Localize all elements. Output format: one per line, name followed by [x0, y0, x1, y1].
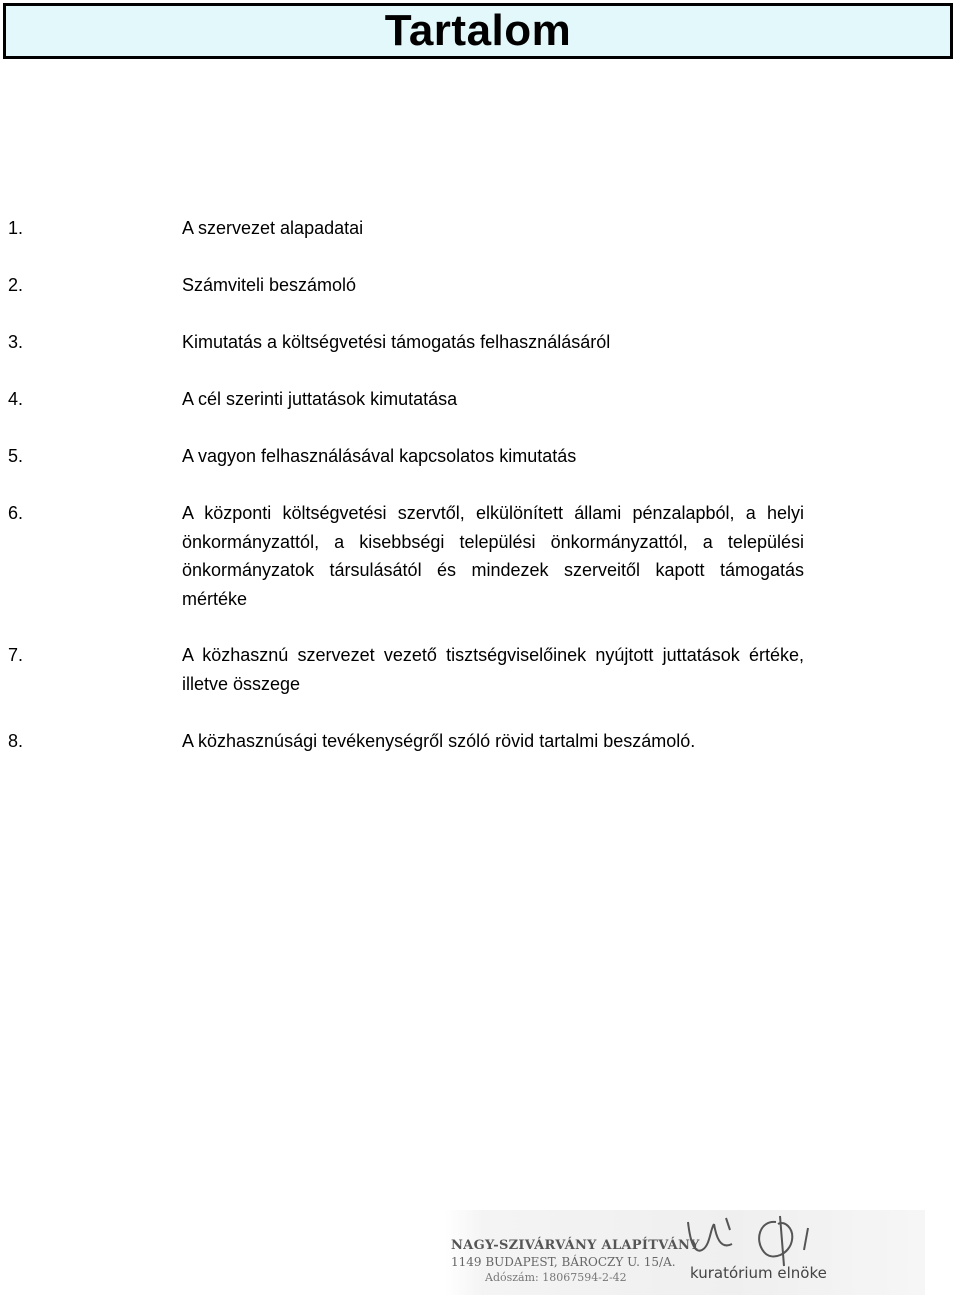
toc-item-text: A közhasznúsági tevékenységről szóló rövid tartalmi beszámoló.: [182, 731, 696, 751]
toc-item-text: A központi költségvetési szervtől, elkülönített állami pénzalapból, a helyi önkormányzattól, a kisebbségi települési önkormányzattól, a települési önkormányzatok társulásától és mindezek szerveitől kapott támogatás mértéke: [182, 503, 804, 609]
title-banner: [3, 3, 953, 59]
toc-item-number: 5.: [8, 446, 24, 466]
toc-item-text: Kimutatás a költségvetési támogatás felhasználásáról: [182, 332, 611, 352]
stamp-organization-name: NAGY-SZIVÁRVÁNY ALAPÍTVÁNY: [451, 1238, 700, 1253]
signature-image: [680, 1210, 840, 1270]
toc-item-number: 3.: [8, 332, 24, 352]
toc-item-text: A közhasznú szervezet vezető tisztségviselőinek nyújtott juttatások értéke, illetve összege: [182, 645, 804, 694]
toc-item-text: Számviteli beszámoló: [182, 275, 357, 295]
toc-item-text: A cél szerinti juttatások kimutatása: [182, 389, 458, 409]
stamp-address: 1149 BUDAPEST, BÁROCZY U. 15/A.: [451, 1255, 676, 1269]
signature-caption: kuratórium elnöke: [690, 1264, 827, 1282]
toc-item-text: A szervezet alapadatai: [182, 218, 364, 238]
toc-item-number: 8.: [8, 731, 24, 751]
toc-item-number: 4.: [8, 389, 24, 409]
toc-item-number: 1.: [8, 218, 24, 238]
toc-item-number: 7.: [8, 645, 24, 665]
toc-item-text: A vagyon felhasználásával kapcsolatos kimutatás: [182, 446, 577, 466]
toc-item-number: 2.: [8, 275, 24, 295]
stamp-tax-number: Adószám: 18067594-2-42: [485, 1271, 627, 1284]
page-title: Tartalom: [384, 6, 572, 55]
toc-item-number: 6.: [8, 503, 24, 523]
organization-stamp: [451, 1238, 700, 1284]
